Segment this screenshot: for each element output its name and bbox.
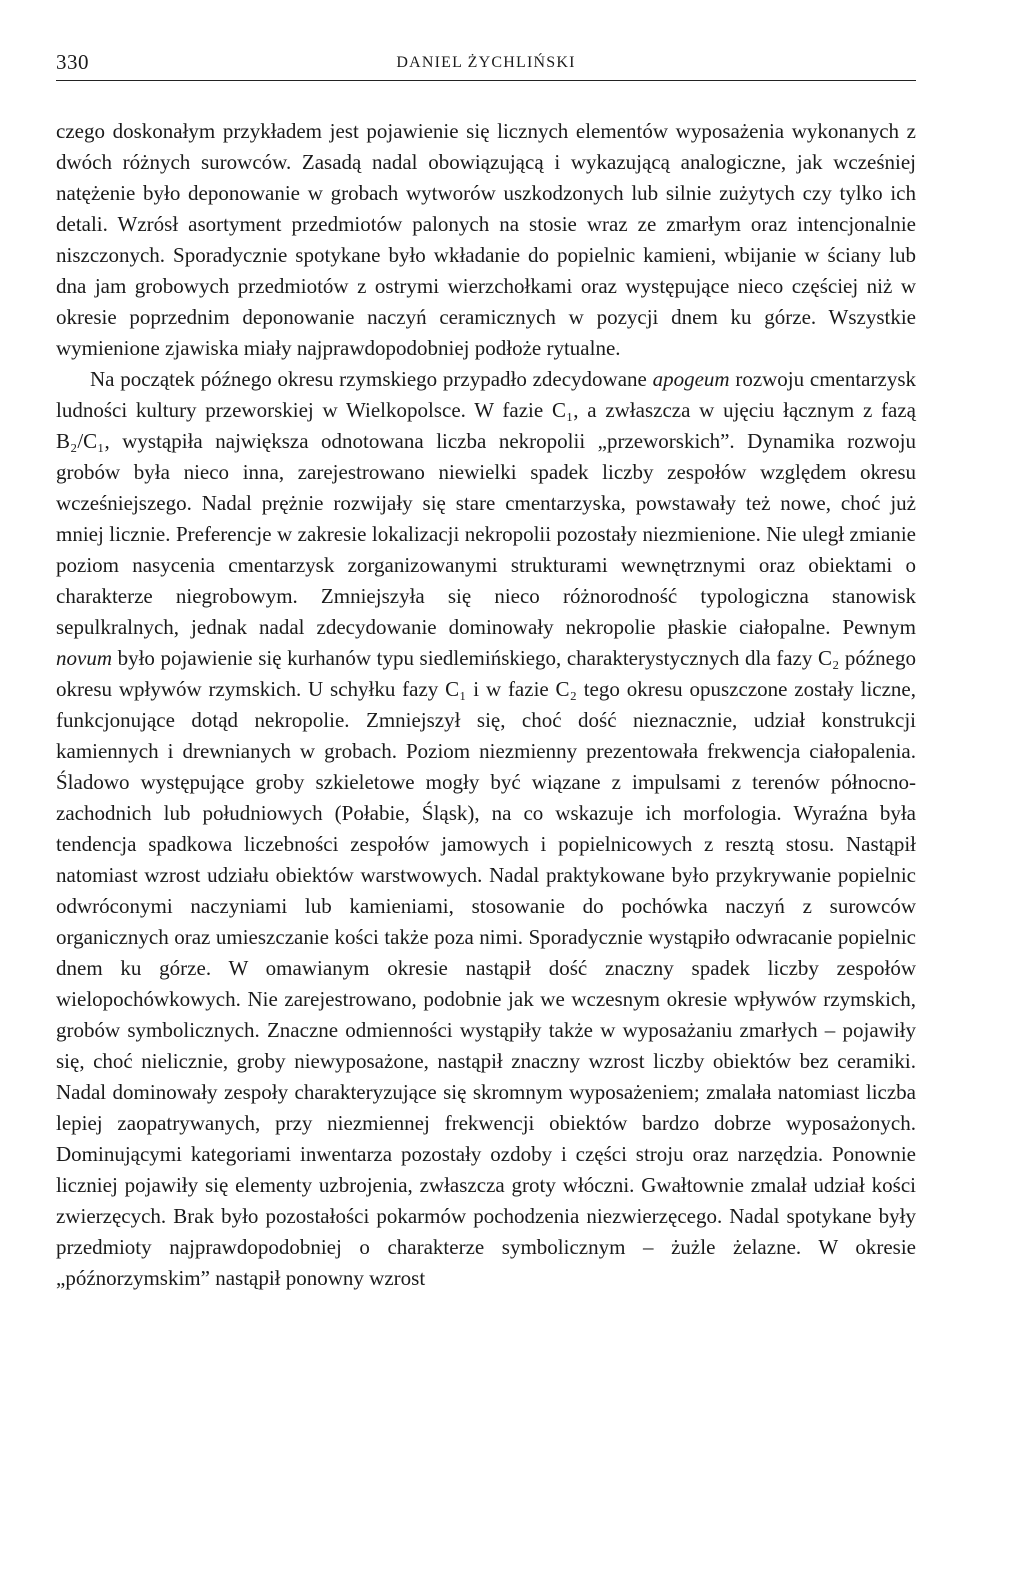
- running-head: DANIEL ŻYCHLIŃSKI: [396, 54, 576, 71]
- italic-term-novum: novum: [56, 646, 112, 670]
- paragraph: [56, 116, 916, 364]
- text-run: czego doskonałym przykładem jest pojawienie się licznych elementów wyposażenia wykonanych z dwóch różnych surowców. Zasadą nadal obowiązującą i wykazującą analogiczne, jak wcześniej natężenie było deponowanie w grobach wytworów uszkodzonych lub silnie zużytych czy tylko ich detali. Wzrósł asortyment przedmiotów palonych na stosie wraz ze zmarłym oraz intencjonalnie niszczonych. Sporadycznie spotykane było wkładanie do popielnic kamieni, wbijanie w ściany lub dna jam grobowych przedmiotów z ostrymi wierzchołkami oraz występujące nieco częściej niż w okresie poprzednim deponowanie naczyń ceramicznych w pozycji dnem ku górze. Wszystkie wymienione zjawiska miały najprawdopodobniej podłoże rytualne.: [56, 119, 916, 360]
- italic-term-apogeum: apogeum: [652, 367, 730, 391]
- page-header: [56, 46, 916, 81]
- page-number: 330: [56, 50, 89, 74]
- text-run: było pojawienie się kurhanów typu siedlemińskiego, charakterystycznych dla fazy C₂ późnego okresu wpływów rzymskich. U schyłku fazy C₁ i w fazie C₂ tego okresu opuszczone zostały liczne, funkcjonujące dotąd nekropolie. Zmniejszył się, choć dość nieznacznie, udział konstrukcji kamiennych i drewnianych w grobach. Poziom niezmienny prezentowała frekwencja ciałopalenia. Śladowo występujące groby szkieletowe mogły być wiązane z impulsami z terenów północno-zachodnich lub południowych (Połabie, Śląsk), na co wskazuje ich morfologia. Wyraźna była tendencja spadkowa liczebności zespołów jamowych i popielnicowych z resztą stosu. Nastąpił natomiast wzrost udziału obiektów warstwowych. Nadal praktykowane było przykrywanie popielnic odwróconymi naczyniami lub kamieniami, stosowanie do pochówka naczyń z surowców organicznych oraz umieszczanie kości także poza nimi. Sporadycznie wystąpiło odwracanie popielnic dnem ku górze. W omawianym okresie nastąpił dość znaczny spadek liczby zespołów wielopochówkowych. Nie zarejestrowano, podobnie jak we wczesnym okresie wpływów rzymskich, grobów symbolicznych. Znaczne odmienności wystąpiły także w wyposażaniu zmarłych – pojawiły się, choć nielicznie, groby niewyposażone, nastąpił znaczny wzrost liczby obiektów bez ceramiki. Nadal dominowały zespoły charakteryzujące się skromnym wyposażeniem; zmalała natomiast liczba lepiej zaopatrywanych, przy niezmiennej frekwencji obiektów bardzo dobrze wyposażonych. Dominującymi kategoriami inwentarza pozostały ozdoby i części stroju oraz narzędzia. Ponownie liczniej pojawiły się elementy uzbrojenia, zwłaszcza groty włóczni. Gwałtownie zmalał udział kości zwierzęcych. Brak było pozostałości pokarmów pochodzenia niezwierzęcego. Nadal spotykane były przedmioty najprawdopodobniej o charakterze symbolicznym – żużle żelazne. W okresie „późnorzymskim” nastąpił ponowny wzrost: [56, 646, 916, 1290]
- paragraph: [56, 364, 916, 1294]
- text-run: rozwoju cmentarzysk ludności kultury przeworskiej w Wielkopolsce. W fazie C₁, a zwłaszcza w ujęciu łącznym z fazą B₂/C₁, wystąpiła największa odnotowana liczba nekropolii „przeworskich”. Dynamika rozwoju grobów była nieco inna, zarejestrowano niewielki spadek liczby zespołów względem okresu wcześniejszego. Nadal prężnie rozwijały się stare cmentarzyska, powstawały też nowe, choć już mniej licznie. Preferencje w zakresie lokalizacji nekropolii pozostały niezmienione. Nie uległ zmianie poziom nasycenia cmentarzysk zorganizowanymi strukturami wewnętrznymi oraz obiektami o charakterze niegrobowym. Zmniejszyła się nieco różnorodność typologiczna stanowisk sepulkralnych, jednak nadal zdecydowanie dominowały nekropolie płaskie ciałopalne. Pewnym: [56, 367, 916, 639]
- body-text: [56, 116, 916, 1294]
- text-run: Na początek późnego okresu rzymskiego przypadło zdecydowane: [90, 367, 653, 391]
